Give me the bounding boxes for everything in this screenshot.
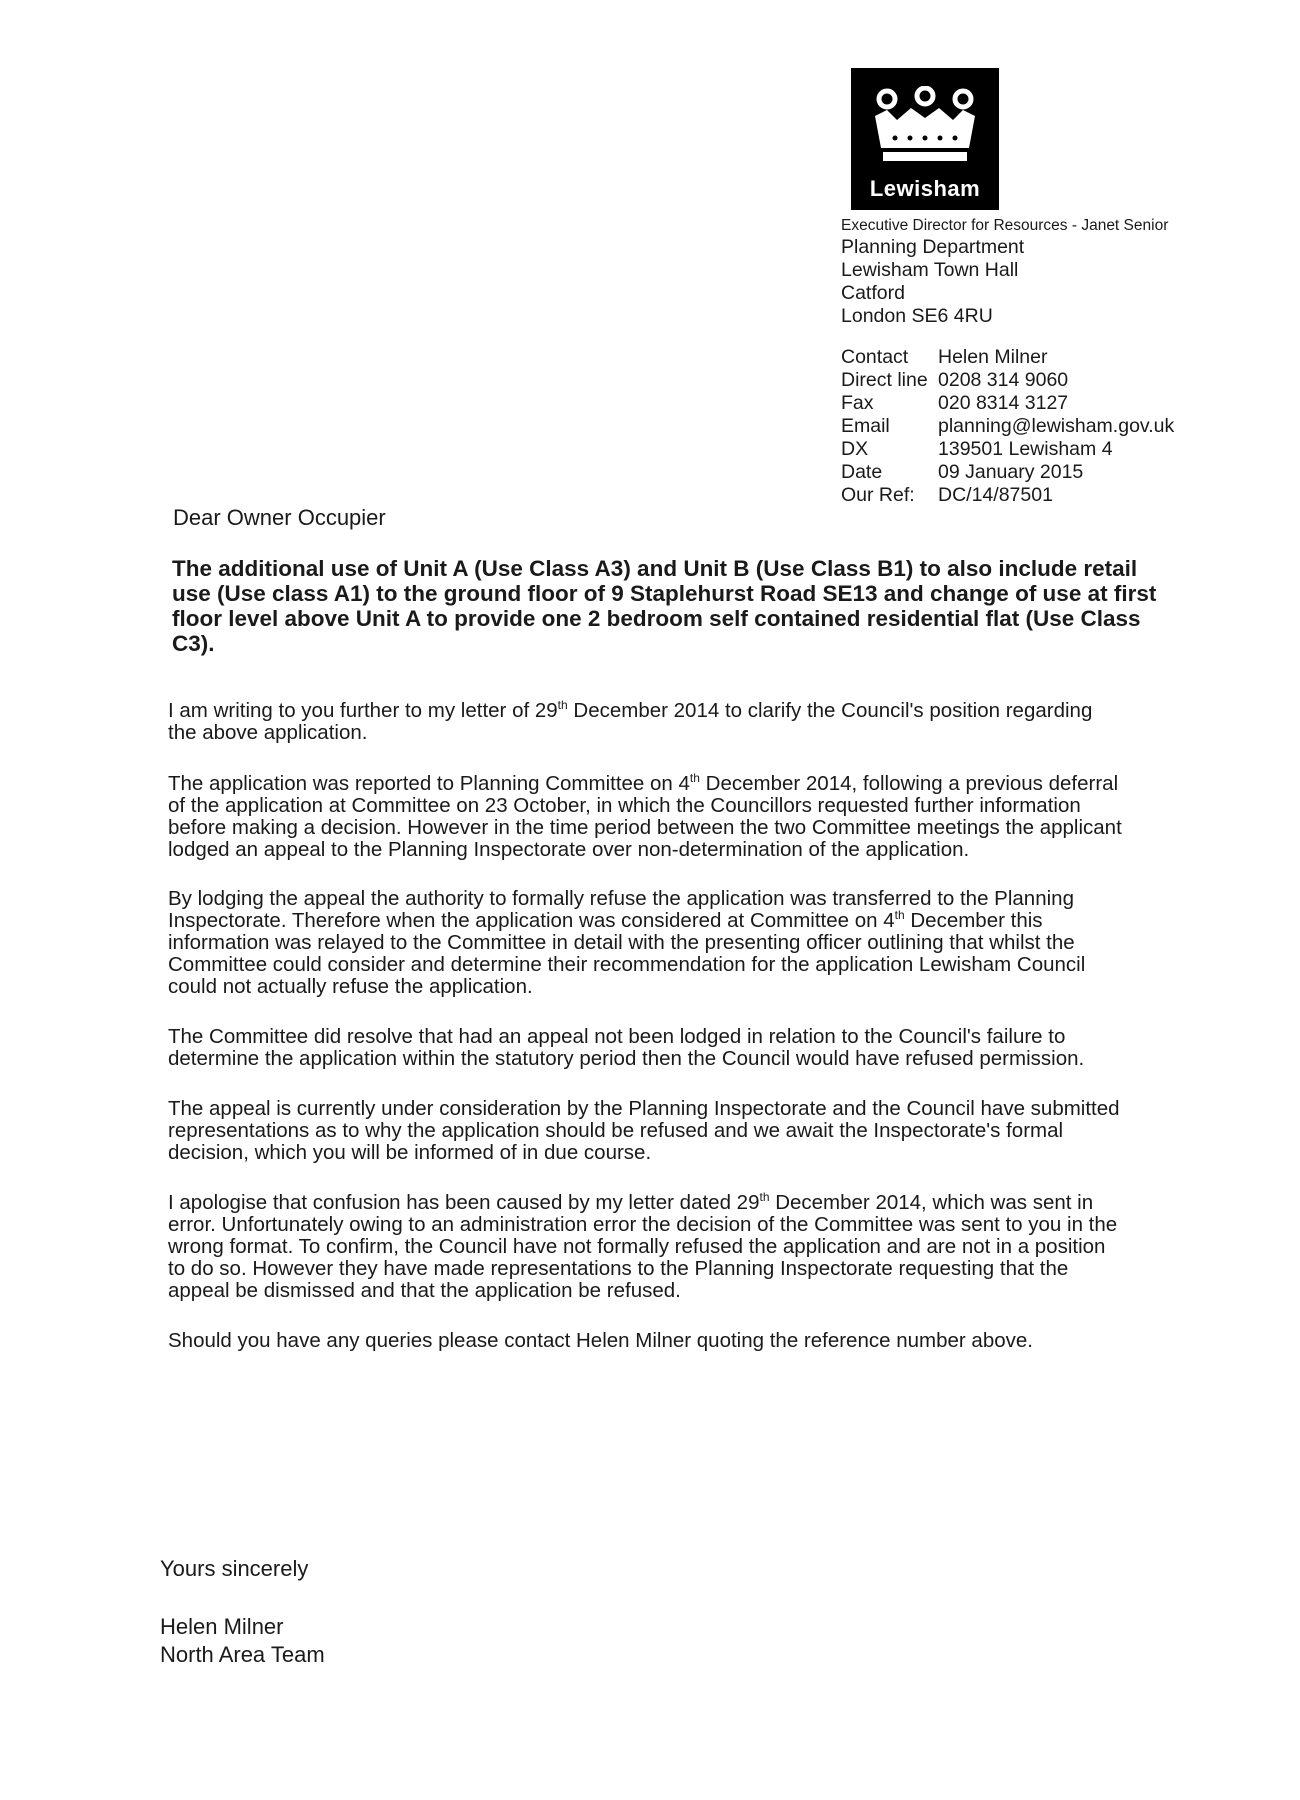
contact-value: 139501 Lewisham 4	[938, 438, 1113, 460]
contact-label: Email	[841, 415, 890, 437]
contact-value: DC/14/87501	[938, 484, 1053, 506]
salutation: Dear Owner Occupier	[173, 505, 386, 530]
paragraph: By lodging the appeal the authority to formally refuse the application was transferred to the Planning Inspectorate. Therefore when the application was considered at Committee on 4th December this information was relayed to the Committee in detail with the presenting officer outlining that whilst the Committee could consider and determine their recommendation for the application Lewisham Council could not actually refuse the application.	[168, 887, 1086, 998]
contact-label: Direct line	[841, 369, 928, 391]
valediction: Yours sincerely	[160, 1556, 309, 1581]
letter-body	[168, 700, 1123, 1380]
address-line: Lewisham Town Hall	[841, 259, 1019, 281]
contact-row	[841, 415, 1174, 438]
address-line: Catford	[841, 282, 905, 304]
logo-text: Lewisham	[869, 176, 981, 201]
paragraph: Should you have any queries please contact Helen Milner quoting the reference number above.	[168, 1329, 1033, 1352]
contact-label: Contact	[841, 346, 909, 368]
contact-label: DX	[841, 438, 869, 460]
address-line: London SE6 4RU	[841, 305, 993, 327]
sender-address	[841, 216, 1168, 328]
contact-value: planning@lewisham.gov.uk	[938, 415, 1175, 437]
contact-row	[841, 392, 1174, 415]
contact-row	[841, 461, 1174, 484]
contact-label: Our Ref:	[841, 484, 915, 506]
paragraph: The appeal is currently under consideration by the Planning Inspectorate and the Council have submitted representations as to why the application should be refused and we await the Inspectorate's formal decision, which you will be informed of in due course.	[168, 1097, 1120, 1164]
contact-value: 09 January 2015	[938, 461, 1084, 483]
contact-details	[841, 346, 1174, 507]
paragraph: I apologise that confusion has been caused by my letter dated 29th December 2014, which was sent in error. Unfortunately owing to an administration error the decision of the Committee was sent to you in the wrong format. To confirm, the Council have not formally refused the application and are not in a position to do so. However they have made representations to the Planning Inspectorate requesting that the appeal be dismissed and that the application be refused.	[168, 1190, 1118, 1302]
contact-row	[841, 438, 1174, 461]
contact-label: Fax	[841, 392, 874, 414]
paragraph: The Committee did resolve that had an appeal not been lodged in relation to the Council's failure to determine the application within the statutory period then the Council would have refused permission.	[168, 1025, 1085, 1070]
address-line: Planning Department	[841, 236, 1025, 258]
contact-row	[841, 369, 1174, 392]
contact-value: Helen Milner	[938, 346, 1048, 368]
contact-row	[841, 484, 1174, 507]
contact-row	[841, 346, 1174, 369]
crown-icon	[871, 86, 979, 166]
signatory-team: North Area Team	[160, 1642, 325, 1667]
paragraph: The application was reported to Planning Committee on 4th December 2014, following a previous deferral of the application at Committee on 23 October, in which the Councillors requested further information before making a decision. However in the time period between the two Committee meetings the applicant lodged an appeal to the Planning Inspectorate over non-determination of the application.	[168, 771, 1122, 861]
contact-label: Date	[841, 461, 883, 483]
lewisham-logo	[851, 68, 999, 210]
contact-value: 0208 314 9060	[938, 369, 1069, 391]
signatory-name: Helen Milner	[160, 1614, 284, 1639]
executive-director: Executive Director for Resources - Janet Senior	[841, 217, 1169, 234]
paragraph: I am writing to you further to my letter of 29th December 2014 to clarify the Council's position regarding the above application.	[168, 698, 1093, 744]
subject-heading: The additional use of Unit A (Use Class A3) and Unit B (Use Class B1) to also include retail use (Use class A1) to the ground floor of 9 Staplehurst Road SE13 and change of use at first floor level above Unit A to provide one 2 bedroom self contained residential flat (Use Class C3).	[172, 556, 1157, 656]
contact-value: 020 8314 3127	[938, 392, 1069, 414]
closing	[160, 1555, 325, 1669]
